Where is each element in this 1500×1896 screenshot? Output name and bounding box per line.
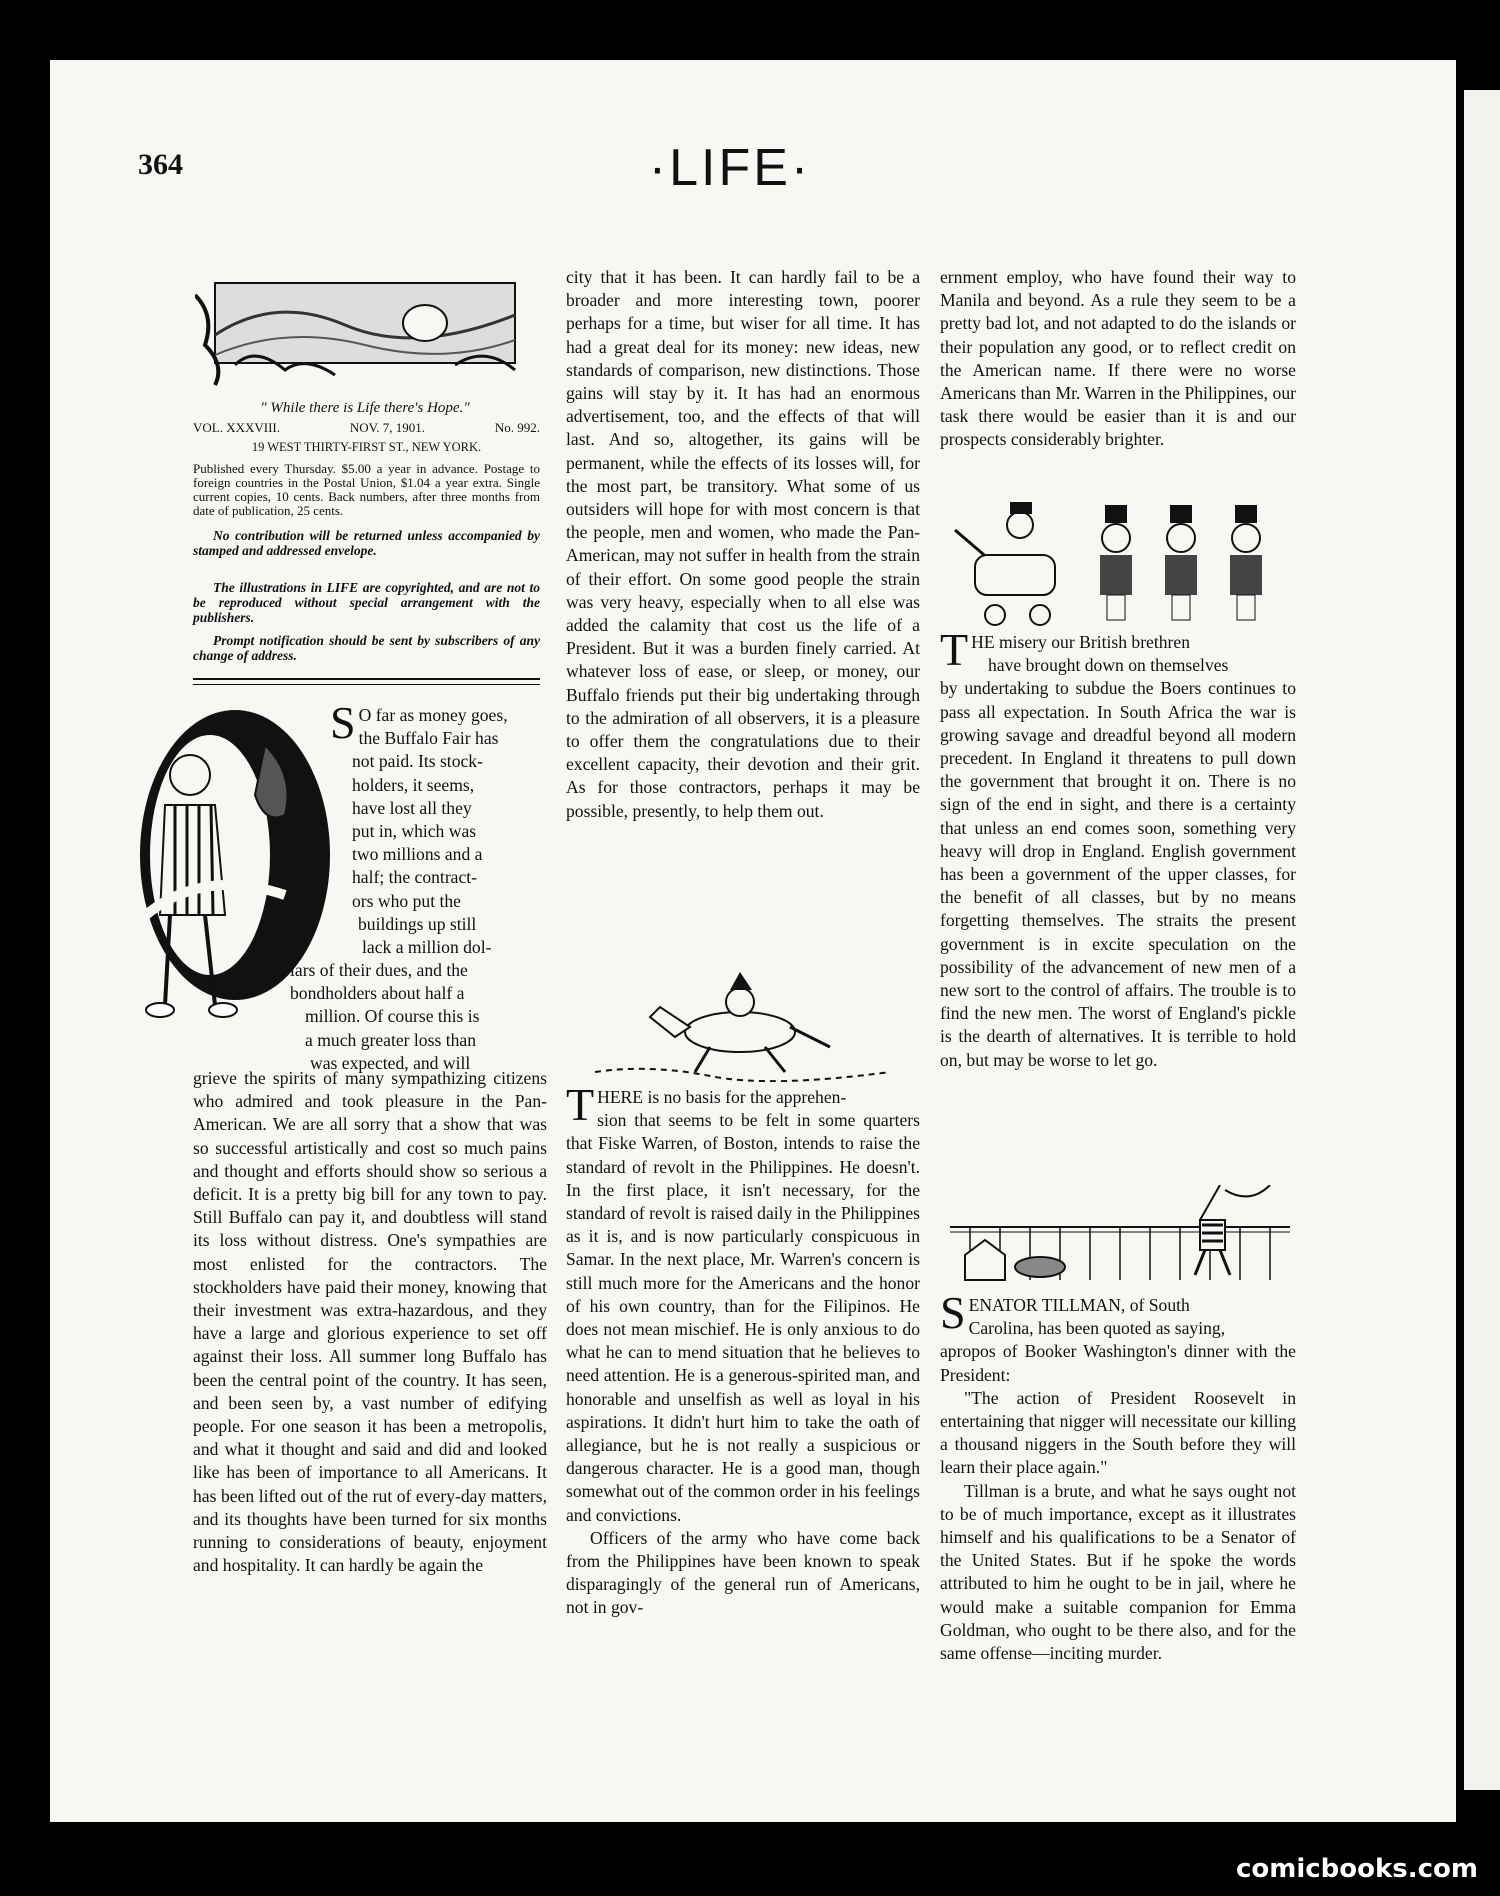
motto: " While there is Life there's Hope." xyxy=(260,400,470,416)
dropcap: S xyxy=(330,697,356,748)
site-watermark: comicbooks.com xyxy=(1235,1854,1478,1884)
paragraph: Officers of the army who have come back from the Philippines have been known to speak disparagingly of the general run of Americans, not in gov- xyxy=(566,1527,920,1618)
article-buffalo-lead xyxy=(330,697,540,959)
notice-contributions: No contribution will be returned unless accompanied by stamped and addressed envelope. xyxy=(193,528,540,558)
divider-rule xyxy=(193,678,540,680)
wrap-line: have lost all they xyxy=(352,797,472,818)
wrap-line: the Buffalo Fair has xyxy=(358,728,499,749)
wrap-line: not paid. Its stock- xyxy=(352,751,483,772)
donkey-rider-illustration xyxy=(590,972,900,1082)
wrap-line: lars of their dues, and the xyxy=(290,960,468,980)
wrap-line: holders, it seems, xyxy=(352,774,475,795)
dropcap: T xyxy=(940,624,969,675)
paragraph: apropos of Booker Washington's dinner with the President: xyxy=(940,1341,1296,1385)
masthead: ·LIFE· xyxy=(648,139,812,197)
paragraph: city that it has been. It can hardly fail to be a broader and more interesting town, poorer perhaps for a time, but wiser for all time. It has had a great deal for its money: new ideas, new standards of comparison, new distinctions. Those gains will stay by it. It has had an enormous advertisement, too, and the effects of that will last. And so, altogether, its gains will be permanent, while the effects of its losses will, for the most part, be transitory. What some of us outsiders will hope for with most concern is that the people, men and women, who made the Pan-American, may not suffer in health from the strain of their effort. On some good people the strain was very heavy, especially when to all else was added the calamity that cost us the life of a President. But it was a burden finely carried. At whatever loss of ease, or sleep, or money, our Buffalo friends put their big undertaking through to the admiration of all observers, it is a pleasure to offer them the congratulations due to their excellent capacity, their devotion and their grit. As for those contractors, perhaps it may be possible, presently, to help them out. xyxy=(566,267,920,821)
dropcap: S xyxy=(940,1287,966,1338)
column-3 xyxy=(940,266,1296,452)
wrap-line: two millions and a xyxy=(352,844,483,865)
issue-number: No. 992. xyxy=(494,420,540,435)
first-line: THE misery our British brethren xyxy=(940,624,1191,675)
life-banner-illustration xyxy=(195,275,530,395)
divider-rule-thin xyxy=(193,684,540,685)
adjacent-page-sliver xyxy=(1464,90,1500,1790)
volume-line xyxy=(193,420,540,436)
paragraph: sion that seems to be felt in some quarters that Fiske Warren, of Boston, intends to raise the standard of revolt in the Philippines. He doesn't. In the first place, it isn't necessary, for the standard of revolt is raised daily in the Philippines as it is, and is now particularly conspicuous in Samar. In the next place, Mr. Warren's concern is still much more for the Americans and the honor of his own country, than for the Filipinos. He does not mean mischief. He is only anxious to do what he can to mend situation that he believes to need attention. He is a generous-spirited man, and honorable and unselfish as well as loyal in his aspirations. It didn't hurt him to take the oath of allegiance, but he is not really a suspicious or dangerous character. He is a good man, though somewhat out of the common order in his feelings and convictions. xyxy=(566,1110,920,1525)
wrap-line: lack a million dol- xyxy=(362,937,492,958)
second-line: Carolina, has been quoted as saying, xyxy=(968,1318,1226,1339)
dropcap: T xyxy=(566,1079,595,1130)
wrap-line: buildings up still xyxy=(358,913,477,934)
article-boers xyxy=(940,624,1296,1072)
first-line: SENATOR TILLMAN, of South xyxy=(940,1287,1190,1338)
wrap-line: put in, which was xyxy=(352,821,477,842)
article-buffalo-wrap2 xyxy=(290,959,540,1075)
column-1-body xyxy=(193,1067,547,1577)
notice-address-change: Prompt notification should be sent by subscribers of any change of address. xyxy=(193,633,540,663)
issue-date: NOV. 7, 1901. xyxy=(349,420,426,435)
wrap-line: a much greater loss than xyxy=(305,1029,476,1050)
wrap-line: half; the contract- xyxy=(352,867,478,888)
paragraph: grieve the spirits of many sympathizing citizens who admired and took pleasure in the Pan-American. We are all sorry that a show that was so successful artistically and cost so much pains and thought and efforts should show so serious a deficit. It is a pretty big bill for any town to pay. Still Buffalo can pay it, and doubtless will stand its loss without distress. One's sympathies are most enlisted for the contractors. The stockholders have paid their money, knowing that their investment was extra-hazardous, and they have a large and glorious experience to set off against their loss. All summer long Buffalo has been the central point of the country. It has seen, and been seen by, a vast number of edifying people. For one season it has been a metropolis, and what it thought and said and did and looked like has been of importance to all Americans. It has been lifted out of the rut of every-day matters, and its thoughts have been turned for six months running to considerations of beauty, enjoyment and hospitality. It can hardly be again the xyxy=(193,1068,547,1576)
wrap-line: was expected, and will xyxy=(310,1052,471,1073)
wrap-line: million. Of course this is xyxy=(305,1006,480,1027)
paragraph: ernment employ, who have found their way to Manila and beyond. As a rule they seem to be a pretty bad lot, and not adapted to do the islands or their population any good, or to reflect credit on the American name. If there were no worse Americans than Mr. Warren in the Philippines, our task there would be easier than it is and our prospects considerably brighter. xyxy=(940,267,1296,450)
volume: VOL. XXXVIII. xyxy=(193,420,281,435)
paragraph: Tillman is a brute, and what he says ought not to be of much importance, except as it illustrates himself and his qualifications to be a Senator of the United States. But if he spoke the words attributed to him he ought to be in jail, where he would make a suitable companion for Emma Goldman, who ought to be there also, and for the same offense—inciting murder. xyxy=(940,1480,1296,1664)
notice-copyright: The illustrations in LIFE are copyrighted, and are not to be reproduced without special arrangement with the publishers. xyxy=(193,580,540,625)
page-number: 364 xyxy=(138,148,183,181)
toy-soldiers-illustration xyxy=(945,500,1285,630)
quote: "The action of President Roosevelt in entertaining that nigger will necessitate our killing a thousand niggers in the South before they will learn their place again." xyxy=(940,1387,1296,1478)
publisher-address: 19 WEST THIRTY-FIRST ST., NEW YORK. xyxy=(251,440,482,454)
fence-dog-illustration xyxy=(950,1185,1300,1290)
wrap-line: bondholders about half a xyxy=(290,983,465,1004)
article-tillman xyxy=(940,1287,1296,1665)
second-line: have brought down on themselves xyxy=(988,655,1229,676)
article-warren xyxy=(566,1079,920,1620)
wrap-line: O far as money goes, xyxy=(358,705,508,725)
paragraph: by undertaking to subdue the Boers continues to pass all expectation. In South Africa the war is growing savage and dreadful beyond all modern precedent. In England it threatens to pull down the government that brought it on. There is no sign of the end in sight, and there is a certainty that unless an end comes soon, something very heavy will drop in England. English government has been a government of the upper classes, for the benefit of all classes, but by no means forgetting themselves. The straits the present government is in excite speculation on the possibility of the advancement of new men of a new sort to the control of affairs. The trouble is to find the new men. The worst of England's pickle is the dearth of alternatives. It is terrible to hold on, but may be worse to let go. xyxy=(940,678,1296,1070)
column-2 xyxy=(566,266,920,823)
page-edge xyxy=(1456,60,1464,1822)
wrap-line: ors who put the xyxy=(352,890,461,911)
publication-info: Published every Thursday. $5.00 a year in advance. Postage to foreign countries in the Postal Union, $1.04 a year extra. Single current copies, 10 cents. Back numbers, after three months from date of publication, 25 cents. xyxy=(193,461,540,518)
first-line: THERE is no basis for the apprehen- xyxy=(566,1079,847,1130)
